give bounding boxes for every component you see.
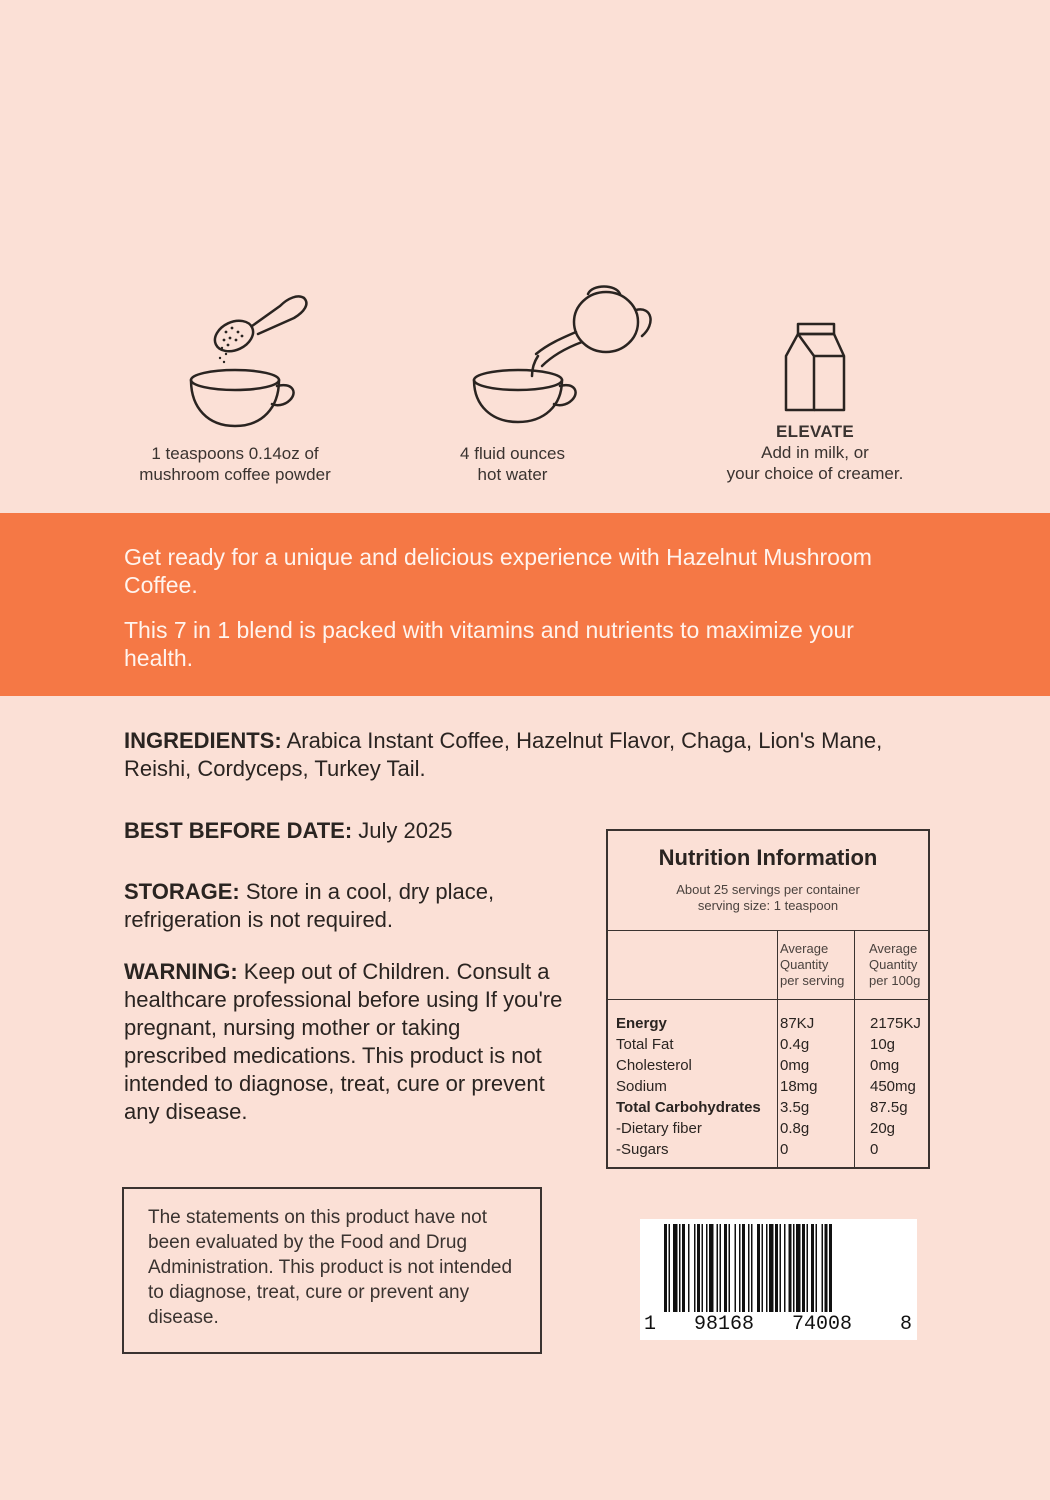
barcode-bar — [664, 1224, 667, 1312]
nutrition-divider — [608, 930, 928, 931]
barcode-bar — [706, 1224, 708, 1312]
barcode — [640, 1219, 917, 1340]
ingredients-text — [124, 727, 924, 783]
barcode-bar — [673, 1224, 678, 1312]
serving-size: serving size: 1 teaspoon — [697, 898, 839, 913]
nutrient-name: Sodium — [616, 1078, 667, 1095]
barcode-bar — [816, 1224, 818, 1312]
nutrient-name: Cholesterol — [616, 1057, 692, 1074]
barcode-bar — [780, 1224, 782, 1312]
ingredients-value: Arabica Instant Coffee, Hazelnut Flavor, Chaga, Lion's Mane, Reishi, Cordyceps, Turkey Tail. — [124, 728, 883, 781]
barcode-bar — [702, 1224, 704, 1312]
barcode-bar — [742, 1224, 745, 1312]
col-100g-line3: per 100g — [869, 973, 921, 988]
barcode-bar — [694, 1224, 696, 1312]
storage-label: STORAGE: — [124, 879, 240, 904]
step-3-line1: Add in milk, or — [761, 443, 869, 462]
barcode-bar — [811, 1224, 814, 1312]
col-serving-line2: Quantity — [780, 957, 829, 972]
step-2-caption — [380, 443, 645, 485]
nutrient-per-serving: 0mg — [780, 1057, 810, 1074]
nutrient-name: Total Carbohydrates — [616, 1099, 761, 1116]
nutrition-title: Nutrition Information — [658, 845, 878, 870]
barcode-bar — [735, 1224, 737, 1312]
barcode-bar — [720, 1224, 722, 1312]
spoon-and-cup-icon — [180, 288, 320, 438]
nutrition-header-divider — [608, 999, 928, 1000]
col-serving-line1: Average — [780, 941, 829, 956]
column-header-per-100g — [869, 941, 920, 989]
teapot-pouring-icon — [466, 280, 656, 430]
col-100g-line1: Average — [869, 941, 918, 956]
nutrient-per-serving: 0 — [780, 1141, 789, 1158]
barcode-bar — [724, 1224, 727, 1312]
nutrient-per-serving: 0.8g — [780, 1120, 810, 1137]
barcode-bar — [796, 1224, 801, 1312]
nutrient-per-100g: 20g — [870, 1120, 896, 1137]
promo-banner — [0, 513, 1050, 696]
barcode-bar — [729, 1224, 731, 1312]
barcode-bar — [751, 1224, 753, 1312]
nutrition-servings — [608, 882, 928, 914]
nutrient-name: Total Fat — [616, 1036, 674, 1053]
warning-value: Keep out of Children. Consult a healthcare professional before using If you're pregnant, nursing mother or taking prescribed medications. This product is not intended to diagnose, treat, cure or prevent any disease. — [124, 959, 563, 1124]
barcode-bar — [789, 1224, 792, 1312]
barcode-bar — [769, 1224, 774, 1312]
nutrient-per-100g: 10g — [870, 1036, 896, 1053]
barcode-bar — [748, 1224, 750, 1312]
best-before-label: BEST BEFORE DATE: — [124, 818, 353, 843]
barcode-digits-3: 74008 — [792, 1313, 853, 1336]
column-header-per-serving — [780, 941, 844, 989]
ingredients-label: INGREDIENTS: — [124, 728, 282, 753]
barcode-bar — [688, 1224, 690, 1312]
barcode-bar — [784, 1224, 786, 1312]
nutrient-per-serving: 87KJ — [780, 1015, 815, 1032]
barcode-bar — [757, 1224, 760, 1312]
nutrition-row — [616, 1055, 932, 1076]
nutrition-row — [616, 1097, 932, 1118]
fda-disclaimer-box — [122, 1187, 542, 1354]
barcode-bars — [640, 1219, 917, 1340]
nutrient-per-serving: 0.4g — [780, 1036, 810, 1053]
storage-value: Store in a cool, dry place, refrigeration is not required. — [124, 879, 495, 932]
nutrition-panel — [606, 829, 930, 1169]
barcode-bar — [825, 1224, 828, 1312]
barcode-bar — [697, 1224, 700, 1312]
barcode-bar — [775, 1224, 778, 1312]
storage-text — [124, 878, 564, 934]
step-2-line1: 4 fluid ounces — [460, 444, 565, 463]
warning-text — [124, 958, 564, 1126]
warning-label: WARNING: — [124, 959, 238, 984]
barcode-bar — [829, 1224, 832, 1312]
nutrient-per-100g: 0mg — [870, 1057, 900, 1074]
nutrient-per-100g: 87.5g — [870, 1099, 908, 1116]
barcode-bar — [669, 1224, 671, 1312]
step-3-line2: your choice of creamer. — [726, 464, 904, 483]
best-before-text — [124, 817, 564, 845]
step-1-line1: 1 teaspoons 0.14oz of — [151, 444, 319, 463]
nutrition-row — [616, 1076, 932, 1097]
nutrient-per-100g: 450mg — [870, 1078, 916, 1095]
barcode-bar — [679, 1224, 681, 1312]
nutrition-row — [616, 1034, 932, 1055]
step-3-heading: ELEVATE — [776, 422, 854, 441]
nutrition-row — [616, 1139, 932, 1160]
step-2-line2: hot water — [477, 465, 548, 484]
step-3-caption — [675, 421, 955, 484]
barcode-bar — [793, 1224, 795, 1312]
nutrient-per-100g: 0 — [870, 1141, 879, 1158]
col-100g-line2: Quantity — [869, 957, 918, 972]
step-1-line2: mushroom coffee powder — [139, 465, 331, 484]
banner-paragraph-1: Get ready for a unique and delicious experience with Hazelnut Mushroom Coffee. — [124, 544, 872, 598]
barcode-bar — [762, 1224, 764, 1312]
barcode-bar — [717, 1224, 719, 1312]
milk-carton-icon — [780, 320, 850, 415]
col-serving-line3: per serving — [780, 973, 845, 988]
nutrient-per-100g: 2175KJ — [870, 1015, 921, 1032]
banner-paragraph-2: This 7 in 1 blend is packed with vitamins and nutrients to maximize your health. — [124, 617, 854, 671]
nutrient-name: -Sugars — [616, 1141, 669, 1158]
nutrient-name: -Dietary fiber — [616, 1120, 702, 1137]
step-1-caption — [90, 443, 380, 485]
barcode-digit-4: 8 — [900, 1313, 913, 1336]
nutrient-per-serving: 3.5g — [780, 1099, 810, 1116]
nutrition-row — [616, 1013, 932, 1034]
barcode-bar — [807, 1224, 809, 1312]
barcode-digits-2: 98168 — [694, 1313, 755, 1336]
nutrient-name: Energy — [616, 1015, 667, 1032]
barcode-bar — [682, 1224, 685, 1312]
barcode-bar — [802, 1224, 805, 1312]
barcode-bar — [766, 1224, 768, 1312]
nutrient-per-serving: 18mg — [780, 1078, 818, 1095]
nutrition-row — [616, 1118, 932, 1139]
fda-disclaimer-text: The statements on this product have not been evaluated by the Food and Drug Administration. This product is not intended to diagnose, treat, cure or prevent any disease. — [148, 1207, 513, 1328]
barcode-digit-1: 1 — [644, 1313, 657, 1336]
barcode-bar — [822, 1224, 824, 1312]
barcode-bar — [739, 1224, 741, 1312]
barcode-bar — [709, 1224, 714, 1312]
best-before-value: July 2025 — [352, 818, 453, 843]
servings-per-container: About 25 servings per container — [676, 882, 860, 897]
